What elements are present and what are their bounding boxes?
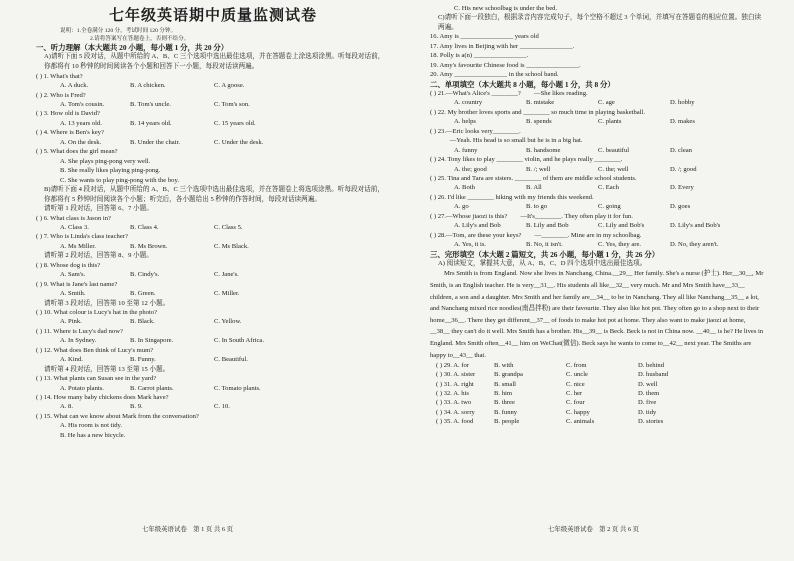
option: C. Class 5.: [214, 224, 243, 231]
option: B. Class 4.: [130, 224, 159, 231]
cloze-option: D. stories: [638, 417, 664, 425]
options-row: [430, 240, 766, 249]
question: ( ) 25. Tina and Tara are sisters. ________ of them are middle school students.: [430, 174, 637, 182]
part-b-questions: [36, 204, 390, 412]
option: B. Under the chair.: [130, 138, 180, 146]
option: A. 8.: [60, 403, 74, 411]
cloze-option: D. tidy: [638, 408, 657, 416]
option: B. Black.: [130, 318, 155, 326]
question: ( ) 21.—What's Alice's ________? —She likes reading.: [430, 89, 588, 97]
option: C. 15 years old.: [214, 119, 256, 127]
options-row: [430, 165, 766, 174]
question: ( ) 9. What is Jane's last name?: [36, 280, 118, 288]
option: A. In Sydney.: [60, 337, 97, 345]
options-row: [36, 223, 390, 232]
options-row: [430, 117, 766, 126]
option: C. Miller.: [214, 290, 240, 298]
cloze-option: ( ) 29. A. for: [436, 362, 469, 370]
option: D. makes: [670, 118, 695, 126]
question: ( ) 7. Who is Linda's class teacher?: [36, 233, 128, 241]
option: C. Under the desk.: [214, 138, 264, 146]
question: ( ) 14. How many baby chickens does Mark have?: [36, 394, 169, 401]
options-row: [430, 202, 766, 211]
question: —Yeah. His head is so small but he is in a big hat.: [430, 137, 583, 145]
exam-title: 七年级英语期中质量监测试卷: [108, 8, 317, 24]
question: ( ) 11. Where is Lucy's dad now?: [36, 327, 123, 335]
options-row: [36, 138, 390, 147]
cloze-row: [430, 398, 766, 407]
part-a-questions: [36, 72, 390, 148]
option: D. Every: [670, 184, 694, 192]
question: ( ) 3. How old is David?: [36, 110, 100, 118]
option: D. No, they aren't.: [670, 241, 719, 249]
dialogue-hint: 请听第 4 段对话，回答第 13 至第 15 小题。: [44, 365, 170, 373]
question: ( ) 2. Who is Fred?: [36, 91, 86, 99]
option: C. 10.: [214, 403, 230, 411]
question: ( ) 23.—Eric looks very________.: [430, 127, 521, 135]
option: A. country: [454, 99, 483, 107]
q5-option-c: C. She wants to play ping-pong with the boy.: [60, 176, 179, 184]
option: C. A goose.: [214, 82, 245, 90]
cloze-option: ( ) 34. A. sorry: [436, 408, 475, 416]
cloze-option: ( ) 35. A. food: [436, 417, 474, 425]
option: B. Green.: [130, 290, 156, 298]
q15-option-b: B. He has a new bicycle.: [60, 431, 126, 439]
cloze-option: B. people: [494, 417, 520, 425]
cloze-option: D. husband: [638, 371, 669, 379]
question: ( ) 10. What colour is Lucy's hat in the photo?: [36, 309, 158, 316]
option: B. Funny.: [130, 356, 156, 364]
option: C. In South Africa.: [214, 337, 264, 345]
option: B. Cindy's.: [130, 271, 160, 279]
option: C. age: [598, 99, 615, 107]
option: A. Lily's and Bob: [454, 222, 501, 230]
option: B. 14 years old.: [130, 119, 172, 127]
q5-option-b: B. She really likes playing ping-pong.: [60, 167, 161, 175]
cloze-option: D. them: [638, 390, 660, 398]
question: ( ) 8. Whose dog is this?: [36, 261, 101, 269]
option: D. clean: [670, 146, 692, 154]
cloze-questions: [430, 361, 766, 426]
options-row: [36, 242, 390, 251]
option: B. to go: [526, 203, 548, 211]
question: ( ) 28.—Tom, are these your keys? —________. Mine are in my schoolbag.: [430, 231, 642, 239]
cloze-row: [430, 370, 766, 379]
part-a-instructions: A)请听下面 5 段对话，从题中所给的 A、B、C 三个选项中选出最佳选项，并在答题卷上涂选项涂黑。听每段对话前，你都将有 10 秒钟的时间阅读各个小题和回答下一小题，每段对话读两遍。: [44, 53, 385, 71]
options-row: [36, 81, 390, 90]
option: A. Both: [454, 184, 475, 192]
option: B. /; well: [526, 165, 551, 173]
option: B. Ms Brown.: [130, 242, 168, 250]
option: C. Tom's son.: [214, 100, 250, 108]
note-1: 说明：1.全卷满分 120 分，考试时间 120 分钟。: [60, 28, 177, 34]
option: B. No, it isn't.: [526, 241, 563, 249]
cloze-option: B. him: [494, 390, 512, 398]
cloze-option: B. with: [494, 362, 514, 370]
question: ( ) 24. Tony likes to play ________ violin, and he plays really ________.: [430, 156, 623, 164]
option: C. the; well: [598, 165, 629, 173]
option: A. go: [454, 203, 469, 211]
option: C. Each: [598, 184, 619, 192]
option: A. funny: [454, 146, 478, 154]
option: C. Yellow.: [214, 318, 242, 326]
option: B. spends: [526, 118, 552, 126]
option: D. /; good: [670, 165, 697, 173]
option: D. hobby: [670, 99, 695, 107]
cloze-option: C. nice: [566, 380, 585, 388]
part-b-instructions: B)请听下面 4 段对话，从题中所给的 A、B、C 三个选项中选出最佳选项，并在答题卷上将选项涂黑。听每段对话前，你都将有 5 秒钟时间阅读各个小题；听完后，各小题给出 5 秒钟的作答时间，每段对话读两遍。: [44, 185, 384, 203]
option: B. Tom's uncle.: [130, 100, 171, 108]
cloze-option: D. well: [638, 380, 658, 388]
option: B. mistake: [526, 99, 555, 107]
options-row: [36, 384, 390, 393]
question-15: ( ) 15. What can we know about Mark from the conversation?: [36, 412, 199, 420]
option: C. Ms Black.: [214, 242, 249, 250]
option: A. Sam's.: [60, 271, 86, 279]
fill-in-questions: [430, 32, 766, 79]
option: D. goes: [670, 203, 691, 211]
option: A. Smith.: [60, 290, 86, 298]
option: A. Ms Miller.: [60, 242, 96, 250]
cloze-option: C. happy: [566, 408, 590, 416]
cloze-option: B. funny: [494, 408, 518, 416]
option: A. Class 3.: [60, 224, 89, 231]
options-row: [36, 270, 390, 279]
option: A. helps: [454, 118, 476, 126]
options-row: [430, 146, 766, 155]
cloze-row: [430, 408, 766, 417]
options-row: [36, 100, 390, 109]
multiple-choice-questions: [430, 89, 766, 250]
cloze-row: [430, 361, 766, 370]
cloze-option: D. five: [638, 399, 657, 407]
option: A. Kind.: [60, 356, 83, 364]
option: A. A duck.: [60, 82, 89, 90]
option: B. handsome: [526, 146, 561, 154]
option: C. Jane's.: [214, 271, 239, 279]
option: C. Yes, they are.: [598, 241, 642, 249]
question: ( ) 26. I'd like ________ hiking with my friends this weekend.: [430, 193, 594, 201]
fill-item: 20. Amy ________________ in the school band.: [430, 71, 559, 79]
question: ( ) 1. What's that?: [36, 72, 83, 80]
fill-item: 17. Amy lives in Beijing with her ________________.: [430, 42, 575, 50]
option: C. going: [598, 203, 621, 211]
options-row: [430, 221, 766, 230]
options-row: [36, 336, 390, 345]
option: A. On the desk.: [60, 138, 102, 146]
section-2-heading: 二、单项填空（本大题共 8 小题，每小题 1 分，共 8 分）: [430, 79, 615, 89]
fill-item: 19. Amy's favourite Chinese food is ________________.: [430, 61, 581, 69]
cloze-option: B. three: [494, 399, 515, 407]
option: B. Carrot plants.: [130, 384, 174, 392]
cloze-option: C. from: [566, 362, 587, 370]
cloze-option: ( ) 30. A. sister: [436, 371, 476, 379]
option: B. All: [526, 184, 542, 192]
options-row: [430, 98, 766, 107]
dialogue-hint: 请听第 3 段对话，回答第 10 至第 12 小题。: [44, 299, 170, 307]
option: C. Tomato plants.: [214, 384, 261, 392]
option: A. Potato plants.: [60, 384, 104, 392]
option: C. Lily and Bob's: [598, 222, 645, 230]
cloze-option: ( ) 33. A. two: [436, 399, 472, 407]
page-2-footer: 七年级英语试卷 第 2 页 共 6 页: [548, 526, 640, 533]
question: ( ) 4. Where is Ben's key?: [36, 129, 104, 137]
question: ( ) 22. My brother loves sports and ________ so much time in playing basketball.: [430, 108, 645, 116]
cloze-option: C. uncle: [566, 371, 588, 379]
options-row: [36, 289, 390, 298]
dialogue-hint: 请听第 1 段对话，回答第 6、7 小题。: [44, 205, 153, 213]
section-1-heading: 一、听力理解（本大题共 20 小题，每小题 1 分，共 20 分）: [36, 43, 229, 52]
cloze-row: [430, 380, 766, 389]
cloze-row: [430, 389, 766, 398]
option: B. A chicken.: [130, 82, 166, 90]
question: ( ) 13. What plants can Susan see in the yard?: [36, 375, 157, 383]
option: A. Tom's cousin.: [60, 100, 105, 108]
page-2: [430, 0, 766, 426]
q5-option-a: A. She plays ping-pong very well.: [60, 157, 151, 165]
cloze-option: ( ) 32. A. his: [436, 390, 469, 398]
part-c-instructions: C)请听下面一段独白，根据录音内容完成句子，每个空格不超过 3 个单词，并填写在答题卷的相应位置。独白读两遍。: [438, 14, 762, 31]
option: A. Pink.: [60, 318, 82, 326]
cloze-option: B. grandpa: [494, 371, 523, 379]
question: ( ) 12. What does Ben think of Lucy's mum?: [36, 346, 154, 354]
question: ( ) 27.—Whose jiaozi is this? —It's________. They often play it for fun.: [430, 212, 633, 220]
options-row: [430, 183, 766, 192]
fill-item: 18. Polly is a(n) ________________.: [430, 52, 529, 60]
cloze-option: C. animals: [566, 417, 595, 425]
section-3-heading: 三、完形填空（本大题 2 篇短文，共 26 小题，每小题 1 分，共 26 分）: [430, 249, 660, 259]
cloze-row: [430, 417, 766, 426]
option: C. Beautiful.: [214, 356, 248, 364]
option: D. Lily's and Bob's: [670, 222, 721, 230]
option: B. Lily and Bob: [526, 222, 569, 230]
option: B. 9.: [130, 403, 143, 411]
option: A. 13 years old.: [60, 119, 102, 127]
page-1-footer: 七年级英语试卷 第 1 页 共 6 页: [142, 526, 234, 533]
options-row: [36, 317, 390, 326]
dialogue-hint: 请听第 2 段对话，回答第 8、9 小题。: [44, 252, 153, 260]
cloze-passage: Mrs Smith is from England. Now she lives in Nanchang, China.__29__ Her family. She's a nurse (护士). Her__30__, Mr Smith, is an English teacher. He is very__31__. His students all like__32__ very much. Mr and Mrs Smith have__33__ children, a son and a daughter. Mrs Smith and her family are__34__ to be in Nanchang. They all like Nanchang__35__ a lot, and Nanchang mixed rice noodles(南昌拌粉) are their favourite. They also like hot pot. They often go to a shop next to their home__36__. There they get different__37__ of foods to make hot pot at home. They also want to make jiaozi at home, __38__ they can't do it well. Mrs Smith has a brother. His__39__ is Beck. Beck is not in China now. __40__ is he? He lives in England. Mrs Smith often__41__ him on WeChat(微信). Beck says he wants to come to__42__ next year. The Smiths are happy to__43__ that.: [430, 270, 764, 359]
option: A. Yes, it is.: [454, 241, 487, 249]
option: C. beautiful: [598, 146, 630, 154]
cloze-option: C. four: [566, 399, 585, 407]
cloze-option: D. behind: [638, 362, 665, 370]
question-5: ( ) 5. What does the girl mean?: [36, 148, 118, 156]
options-row: [36, 402, 390, 411]
options-row: [36, 119, 390, 128]
options-row: [36, 355, 390, 364]
page-1: [36, 0, 390, 440]
option: A. the; good: [454, 165, 487, 173]
option: B. In Singapore.: [130, 337, 174, 345]
question: ( ) 6. What class is Jason in?: [36, 214, 111, 222]
cloze-option: ( ) 31. A. right: [436, 380, 474, 388]
note-2: 2.请将答案写在答题卷上，否则不给分。: [90, 35, 190, 42]
q15-option-c: C. His new schoolbag is under the bed.: [454, 5, 558, 12]
cloze-option: B. small: [494, 380, 516, 388]
part-a3-instructions: A) 阅读短文，掌握其大意，从 A、B、C、D 四个选项中选出最佳选项。: [438, 259, 647, 267]
q15-option-a: A. His room is not tidy.: [60, 422, 123, 430]
option: C. plants: [598, 118, 622, 126]
fill-item: 16. Amy is ________________ years old: [430, 33, 539, 41]
cloze-option: C. her: [566, 390, 583, 398]
